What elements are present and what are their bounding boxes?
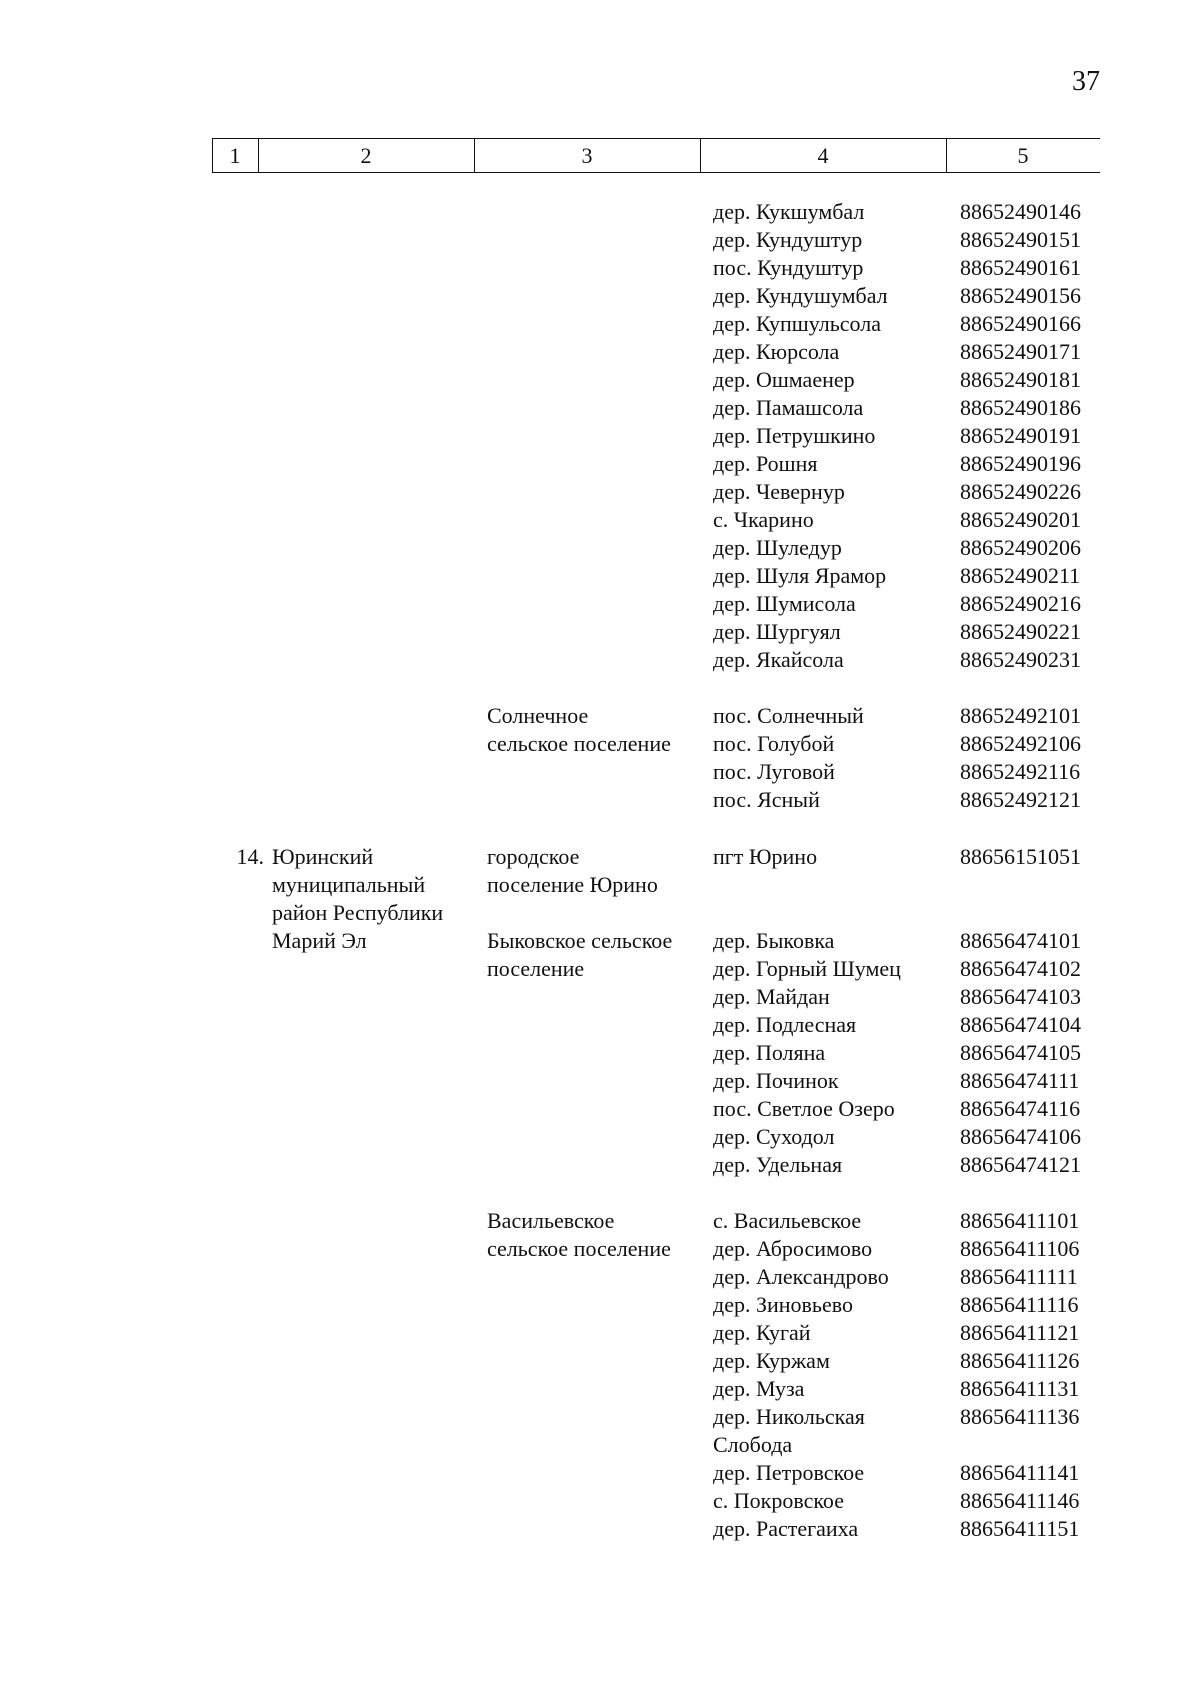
locality-name: с. Покровское bbox=[713, 1488, 844, 1513]
oktmo-code: 88652490216 bbox=[960, 591, 1081, 616]
header-col-2: 2 bbox=[360, 143, 372, 168]
oktmo-code: 88656474121 bbox=[960, 1152, 1081, 1177]
page-number: 37 bbox=[1072, 66, 1100, 97]
oktmo-code: 88656474106 bbox=[960, 1124, 1081, 1149]
table-row bbox=[0, 394, 1200, 422]
locality-name: дер. Петрушкино bbox=[713, 423, 876, 448]
table-row bbox=[0, 618, 1200, 646]
oktmo-code: 88656411101 bbox=[960, 1208, 1080, 1233]
oktmo-code: 88652490186 bbox=[960, 395, 1081, 420]
oktmo-code: 88652492101 bbox=[960, 703, 1081, 728]
oktmo-code: 88656474102 bbox=[960, 956, 1081, 981]
table-row bbox=[0, 1403, 1200, 1431]
locality-name: дер. Никольская bbox=[713, 1404, 865, 1429]
table-row bbox=[0, 786, 1200, 814]
header-bottom-rule bbox=[212, 172, 1100, 173]
locality-name: дер. Растегаиха bbox=[713, 1516, 859, 1541]
locality-name: дер. Горный Шумец bbox=[713, 956, 901, 981]
table-row bbox=[0, 534, 1200, 562]
settlement-name: поселение Юрино bbox=[487, 872, 658, 897]
district-name: район Республики bbox=[272, 900, 444, 925]
table-row bbox=[0, 338, 1200, 366]
locality-name: пгт Юрино bbox=[713, 844, 818, 869]
table-row bbox=[0, 955, 1200, 983]
table-row bbox=[0, 927, 1200, 955]
settlement-name: сельское поселение bbox=[487, 731, 671, 756]
oktmo-code: 88656411151 bbox=[960, 1516, 1080, 1541]
table-row bbox=[0, 1207, 1200, 1235]
oktmo-code: 88656411141 bbox=[960, 1460, 1080, 1485]
locality-name: дер. Якайсола bbox=[713, 647, 844, 672]
table-row bbox=[0, 1431, 1200, 1459]
oktmo-code: 88652490151 bbox=[960, 227, 1081, 252]
locality-name: дер. Шуля Ярамор bbox=[713, 563, 887, 588]
table-row bbox=[0, 983, 1200, 1011]
table-row bbox=[0, 1459, 1200, 1487]
table-row bbox=[0, 871, 1200, 899]
oktmo-code: 88656474101 bbox=[960, 928, 1081, 953]
locality-name: дер. Удельная bbox=[713, 1152, 843, 1177]
locality-name: пос. Кундуштур bbox=[713, 255, 864, 280]
locality-name: дер. Починок bbox=[713, 1068, 839, 1093]
oktmo-code: 88652490221 bbox=[960, 619, 1081, 644]
table-row bbox=[0, 366, 1200, 394]
locality-name: дер. Шургуял bbox=[713, 619, 841, 644]
oktmo-code: 88652490226 bbox=[960, 479, 1081, 504]
oktmo-code: 88656411106 bbox=[960, 1236, 1080, 1261]
locality-name: дер. Чевернур bbox=[713, 479, 845, 504]
oktmo-code: 88652490146 bbox=[960, 199, 1081, 224]
row-number: 14. bbox=[236, 844, 264, 869]
table-row bbox=[0, 254, 1200, 282]
locality-name: дер. Александрово bbox=[713, 1264, 889, 1289]
table-row bbox=[0, 590, 1200, 618]
table-row bbox=[0, 646, 1200, 674]
settlement-name: Быковское сельское bbox=[487, 928, 673, 953]
oktmo-code: 88656411126 bbox=[960, 1348, 1080, 1373]
oktmo-code: 88656474103 bbox=[960, 984, 1081, 1009]
oktmo-code: 88652490206 bbox=[960, 535, 1081, 560]
oktmo-code: 88652490181 bbox=[960, 367, 1081, 392]
table-row bbox=[0, 1067, 1200, 1095]
locality-name: дер. Зиновьево bbox=[713, 1292, 853, 1317]
locality-name: дер. Суходол bbox=[713, 1124, 835, 1149]
settlement-name: городское bbox=[487, 844, 580, 869]
oktmo-code: 88652490171 bbox=[960, 339, 1081, 364]
oktmo-code: 88652490211 bbox=[960, 563, 1081, 588]
locality-name: пос. Луговой bbox=[713, 759, 835, 784]
locality-name: пос. Голубой bbox=[713, 731, 835, 756]
table-row bbox=[0, 1235, 1200, 1263]
table-row bbox=[0, 1011, 1200, 1039]
locality-name: дер. Шумисола bbox=[713, 591, 856, 616]
table-row bbox=[0, 1263, 1200, 1291]
locality-name: с. Чкарино bbox=[713, 507, 814, 532]
oktmo-code: 88656411136 bbox=[960, 1404, 1080, 1429]
table-row bbox=[0, 758, 1200, 786]
table-row bbox=[0, 226, 1200, 254]
header-col-5: 5 bbox=[1017, 143, 1029, 168]
table-row bbox=[0, 422, 1200, 450]
table-row bbox=[0, 1347, 1200, 1375]
district-name: Марий Эл bbox=[272, 928, 367, 953]
oktmo-code: 88656411116 bbox=[960, 1292, 1079, 1317]
table-row bbox=[0, 562, 1200, 590]
locality-name: пос. Ясный bbox=[713, 787, 820, 812]
locality-name: дер. Кукшумбал bbox=[713, 199, 865, 224]
oktmo-code: 88656151051 bbox=[960, 844, 1081, 869]
header-col-4: 4 bbox=[817, 143, 829, 168]
district-name: муниципальный bbox=[272, 872, 426, 897]
locality-name: пос. Солнечный bbox=[713, 703, 864, 728]
oktmo-code: 88652490156 bbox=[960, 283, 1081, 308]
settlement-name: поселение bbox=[487, 956, 585, 981]
table-row bbox=[0, 282, 1200, 310]
table-row bbox=[0, 899, 1200, 927]
oktmo-code: 88652490231 bbox=[960, 647, 1081, 672]
oktmo-code: 88652490166 bbox=[960, 311, 1081, 336]
table-row bbox=[0, 702, 1200, 730]
locality-name: дер. Купшульсола bbox=[713, 311, 881, 336]
locality-name: дер. Кугай bbox=[713, 1320, 811, 1345]
table-row bbox=[0, 1095, 1200, 1123]
district-name: Юринский bbox=[272, 844, 374, 869]
table-row bbox=[0, 1039, 1200, 1067]
table-row bbox=[0, 1151, 1200, 1179]
settlement-name: Васильевское bbox=[487, 1208, 615, 1233]
oktmo-code: 88652492121 bbox=[960, 787, 1081, 812]
locality-name: дер. Куржам bbox=[713, 1348, 830, 1373]
table-row bbox=[0, 478, 1200, 506]
locality-name: дер. Рошня bbox=[713, 451, 818, 476]
table-row bbox=[0, 1487, 1200, 1515]
oktmo-code: 88656474105 bbox=[960, 1040, 1081, 1065]
locality-name: дер. Быковка bbox=[713, 928, 835, 953]
table-row bbox=[0, 730, 1200, 758]
table-row bbox=[0, 1123, 1200, 1151]
oktmo-code: 88656411131 bbox=[960, 1376, 1080, 1401]
locality-name: дер. Поляна bbox=[713, 1040, 826, 1065]
table-row bbox=[0, 1375, 1200, 1403]
header-col-3: 3 bbox=[581, 143, 593, 168]
locality-name: дер. Кюрсола bbox=[713, 339, 840, 364]
locality-name: дер. Абросимово bbox=[713, 1236, 873, 1261]
oktmo-code: 88652492106 bbox=[960, 731, 1081, 756]
locality-name: дер. Кундушумбал bbox=[713, 283, 888, 308]
oktmo-code: 88652490161 bbox=[960, 255, 1081, 280]
settlement-name: Солнечное bbox=[487, 703, 589, 728]
locality-name: дер. Кундуштур bbox=[713, 227, 863, 252]
locality-name: дер. Майдан bbox=[713, 984, 830, 1009]
settlement-name: сельское поселение bbox=[487, 1236, 671, 1261]
locality-name: дер. Шуледур bbox=[713, 535, 842, 560]
oktmo-code: 88652490201 bbox=[960, 507, 1081, 532]
table-row bbox=[0, 1291, 1200, 1319]
table-row bbox=[0, 506, 1200, 534]
oktmo-code: 88656411121 bbox=[960, 1320, 1080, 1345]
table-row bbox=[0, 1319, 1200, 1347]
table-row bbox=[0, 843, 1200, 871]
oktmo-code: 88656474116 bbox=[960, 1096, 1081, 1121]
locality-name: дер. Подлесная bbox=[713, 1012, 857, 1037]
locality-name: с. Васильевское bbox=[713, 1208, 862, 1233]
oktmo-code: 88652490196 bbox=[960, 451, 1081, 476]
oktmo-code: 88652492116 bbox=[960, 759, 1081, 784]
oktmo-code: 88656474111 bbox=[960, 1068, 1080, 1093]
table-row bbox=[0, 450, 1200, 478]
table-row bbox=[0, 310, 1200, 338]
locality-name: дер. Памашсола bbox=[713, 395, 864, 420]
oktmo-code: 88652490191 bbox=[960, 423, 1081, 448]
oktmo-code: 88656411111 bbox=[960, 1264, 1078, 1289]
locality-name: Слобода bbox=[713, 1432, 793, 1457]
locality-name: дер. Муза bbox=[713, 1376, 805, 1401]
oktmo-code: 88656474104 bbox=[960, 1012, 1081, 1037]
table-row bbox=[0, 1515, 1200, 1543]
locality-name: дер. Петровское bbox=[713, 1460, 865, 1485]
header-col-1: 1 bbox=[229, 143, 241, 168]
header-top-rule bbox=[212, 138, 1100, 139]
table-row bbox=[0, 198, 1200, 226]
locality-name: дер. Ошмаенер bbox=[713, 367, 855, 392]
locality-name: пос. Светлое Озеро bbox=[713, 1096, 895, 1121]
oktmo-code: 88656411146 bbox=[960, 1488, 1080, 1513]
